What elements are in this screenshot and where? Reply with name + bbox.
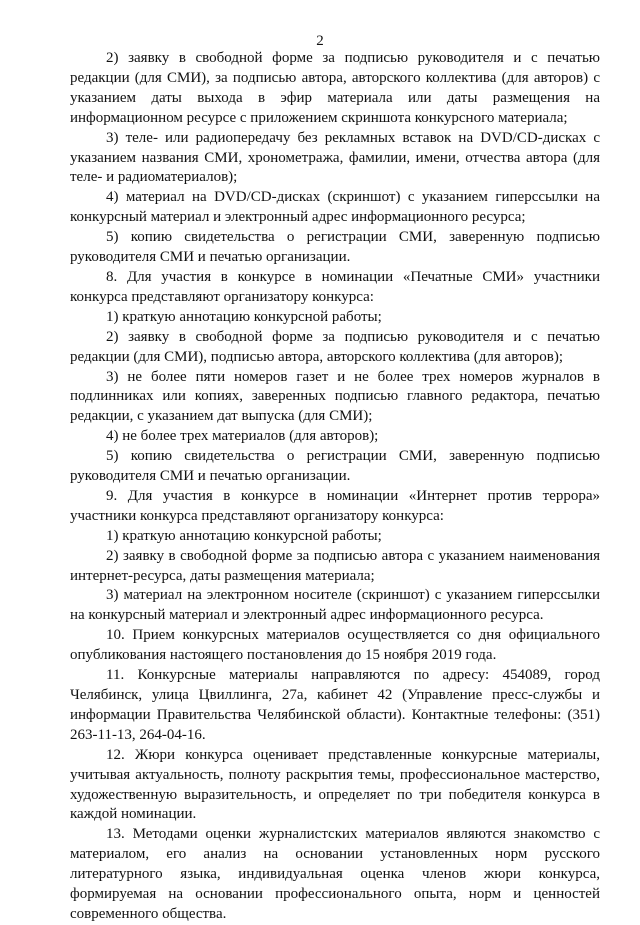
clause-8-item-3: 3) не более пяти номеров газет и не более трех номеров журналов в подлинниках или копиях, заверенных подписью главного редактора, печатью редакции, с указанием дат выпуска (для СМИ);	[70, 368, 600, 425]
clause-11: 11. Конкурсные материалы направляются по адресу: 454089, город Челябинск, улица Цвиллинга, 27а, кабинет 42 (Управление пресс-службы и информации Правительства Челябинской области). Контактные телефоны: (351) 263-11-13, 264-04-16.	[70, 667, 600, 743]
paragraph-3-tv-radio: 3) теле- или радиопередачу без рекламных вставок на DVD/CD-дисках с указанием названия СМИ, хронометража, фамилии, имени, отчества автора (для теле- и радиоматериалов);	[70, 129, 600, 186]
clause-9-item-3: 3) материал на электронном носителе (скриншот) с указанием гиперссылки на конкурсный материал и электронный адрес информационного ресурса.	[70, 587, 600, 624]
clause-13: 13. Методами оценки журналистских материалов являются знакомство с материалом, его анализ на основании установленных норм русского литературного языка, индивидуальная оценка членов жюри конкурса, формируемая на основании профессионального опыта, норм и ценностей современного общества.	[70, 826, 600, 922]
clause-8: 8. Для участия в конкурсе в номинации «Печатные СМИ» участники конкурса представляют организатору конкурса:	[70, 268, 600, 305]
paragraph-2-application: 2) заявку в свободной форме за подписью руководителя и с печатью редакции (для СМИ), за подписью автора, авторского коллектива (для авторов) с указанием даты выхода в эфир материала или даты размещения на информационном ресурсе с приложением скриншота конкурсного материала;	[70, 50, 600, 126]
paragraph-4-dvd-material: 4) материал на DVD/CD-дисках (скриншот) с указанием гиперссылки на конкурсный материал и электронный адрес информационного ресурса;	[70, 189, 600, 226]
clause-8-item-1: 1) краткую аннотацию конкурсной работы;	[106, 308, 382, 325]
clause-12: 12. Жюри конкурса оценивает представленные конкурсные материалы, учитывая актуальность, полноту раскрытия темы, профессиональное мастерство, художественную выразительность, и определяет по три победителя конкурса в каждой номинации.	[70, 746, 600, 823]
page-number: 2	[316, 33, 324, 49]
clause-10: 10. Прием конкурсных материалов осуществляется со дня официального опубликования настоящего постановления до 15 ноября 2019 года.	[70, 627, 600, 664]
clause-9: 9. Для участия в конкурсе в номинации «Интернет против террора» участники конкурса представляют организатору конкурса:	[70, 487, 600, 524]
clause-8-item-5: 5) копию свидетельства о регистрации СМИ, заверенную подписью руководителя СМИ и печатью организации.	[70, 448, 600, 485]
document-body	[70, 49, 600, 925]
paragraph-5-registration-copy: 5) копию свидетельства о регистрации СМИ, заверенную подписью руководителя СМИ и печатью организации.	[70, 229, 600, 266]
clause-8-item-4: 4) не более трех материалов (для авторов);	[106, 428, 379, 445]
clause-9-item-1: 1) краткую аннотацию конкурсной работы;	[106, 527, 382, 544]
clause-8-item-2: 2) заявку в свободной форме за подписью руководителя и с печатью редакции (для СМИ), подписью автора, авторского коллектива (для авторов);	[70, 328, 600, 365]
clause-9-item-2: 2) заявку в свободной форме за подписью автора с указанием наименования интернет-ресурса, даты размещения материала;	[70, 547, 600, 584]
